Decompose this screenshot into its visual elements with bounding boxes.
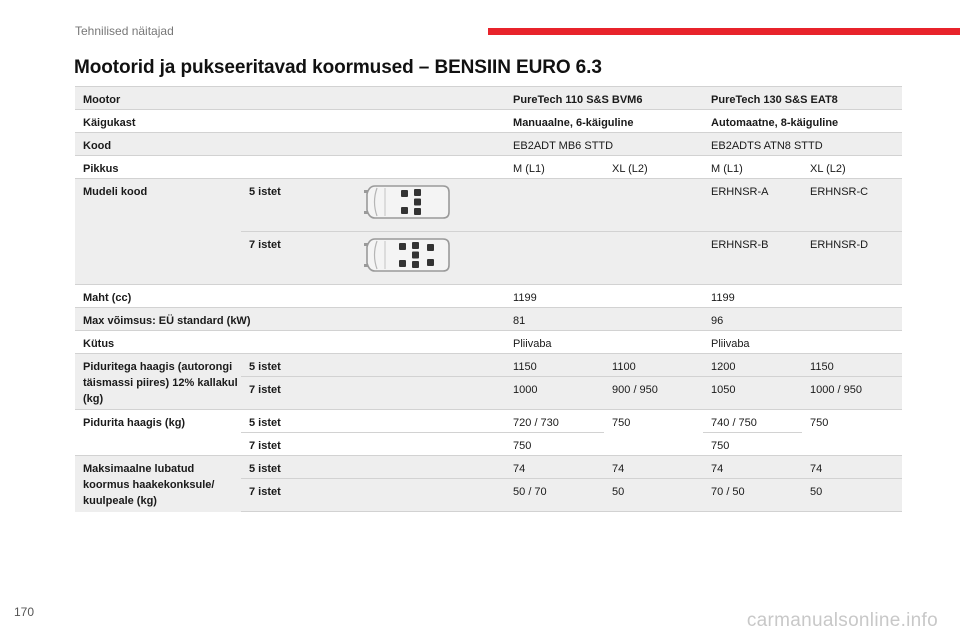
row-label: Maksimaalne lubatud koormus haakekonksule/ kuulpeale (kg) <box>75 456 241 512</box>
table-cell: 1199 <box>505 285 703 308</box>
table-cell: 750 <box>703 433 802 456</box>
sub-label: 7 istet <box>241 479 505 512</box>
table-row <box>75 179 902 232</box>
row-label: Kütus <box>75 331 505 354</box>
sub-label: 7 istet <box>241 232 357 285</box>
table-cell: 50 / 70 <box>505 479 604 512</box>
accent-bar <box>488 28 960 35</box>
table-cell: 1199 <box>703 285 902 308</box>
row-label: Pidurita haagis (kg) <box>75 410 241 456</box>
table-cell: XL (L2) <box>802 156 902 179</box>
sub-label: 5 istet <box>241 354 505 377</box>
table-cell: 74 <box>703 456 802 479</box>
table-cell: 74 <box>802 456 902 479</box>
table-cell: EB2ADTS ATN8 STTD <box>703 133 902 156</box>
table-cell <box>505 232 604 285</box>
table-row <box>75 156 902 179</box>
table-cell: ERHNSR-A <box>703 179 802 232</box>
table-cell: M (L1) <box>703 156 802 179</box>
table-cell: PureTech 110 S&S BVM6 <box>505 87 703 110</box>
table-row <box>75 285 902 308</box>
table-cell: 1150 <box>505 354 604 377</box>
table-cell: 1050 <box>703 377 802 410</box>
table-cell: 750 <box>505 433 604 456</box>
car-7-seats-icon <box>363 233 455 277</box>
table-cell: 74 <box>604 456 703 479</box>
table-cell: 74 <box>505 456 604 479</box>
table-cell: ERHNSR-B <box>703 232 802 285</box>
sub-label: 5 istet <box>241 179 357 232</box>
table-row <box>75 331 902 354</box>
table-cell: 50 <box>604 479 703 512</box>
row-label: Kood <box>75 133 505 156</box>
table-cell: 1000 <box>505 377 604 410</box>
car-image-cell <box>357 232 505 285</box>
watermark: carmanualsonline.info <box>746 610 938 631</box>
table-cell: Manuaalne, 6-käiguline <box>505 110 703 133</box>
row-label: Piduritega haagis (autorongi täismassi piires) 12% kallakul (kg) <box>75 354 241 410</box>
table-cell: 900 / 950 <box>604 377 703 410</box>
table-cell <box>604 232 703 285</box>
table-cell: PureTech 130 S&S EAT8 <box>703 87 902 110</box>
table-cell: Pliivaba <box>703 331 902 354</box>
specs-table <box>75 86 902 512</box>
table-row <box>75 410 902 433</box>
row-label: Mudeli kood <box>75 179 241 285</box>
table-row <box>75 87 902 110</box>
table-row <box>75 308 902 331</box>
table-cell: 750 <box>802 410 902 456</box>
sub-label: 5 istet <box>241 456 505 479</box>
table-cell: Pliivaba <box>505 331 703 354</box>
row-label: Pikkus <box>75 156 505 179</box>
table-cell: EB2ADT MB6 STTD <box>505 133 703 156</box>
table-cell: ERHNSR-D <box>802 232 902 285</box>
table-row <box>75 110 902 133</box>
table-cell: 81 <box>505 308 703 331</box>
table-row <box>75 354 902 377</box>
row-label: Mootor <box>75 87 505 110</box>
table-cell: 50 <box>802 479 902 512</box>
table-cell: 1200 <box>703 354 802 377</box>
sub-label: 7 istet <box>241 433 505 456</box>
car-image-cell <box>357 179 505 232</box>
section-title: Tehnilised näitajad <box>75 24 174 38</box>
row-label: Maht (cc) <box>75 285 505 308</box>
table-row <box>75 133 902 156</box>
table-cell: 720 / 730 <box>505 410 604 433</box>
page-number: 170 <box>14 605 35 619</box>
table-cell <box>505 179 604 232</box>
table-cell: 1100 <box>604 354 703 377</box>
row-label: Max võimsus: EÜ standard (kW) <box>75 308 505 331</box>
sub-label: 7 istet <box>241 377 505 410</box>
table-cell: 1000 / 950 <box>802 377 902 410</box>
sub-label: 5 istet <box>241 410 505 433</box>
page-title: Mootorid ja pukseeritavad koormused – BENSIIN EURO 6.3 <box>74 57 602 78</box>
table-cell: Automaatne, 8-käiguline <box>703 110 902 133</box>
table-cell: 1150 <box>802 354 902 377</box>
table-cell: XL (L2) <box>604 156 703 179</box>
table-cell <box>604 179 703 232</box>
table-cell: ERHNSR-C <box>802 179 902 232</box>
car-5-seats-icon <box>363 180 455 224</box>
table-row <box>75 456 902 479</box>
table-cell: 750 <box>604 410 703 456</box>
row-label: Käigukast <box>75 110 505 133</box>
table-cell: 70 / 50 <box>703 479 802 512</box>
table-cell: 740 / 750 <box>703 410 802 433</box>
table-cell: M (L1) <box>505 156 604 179</box>
table-cell: 96 <box>703 308 902 331</box>
